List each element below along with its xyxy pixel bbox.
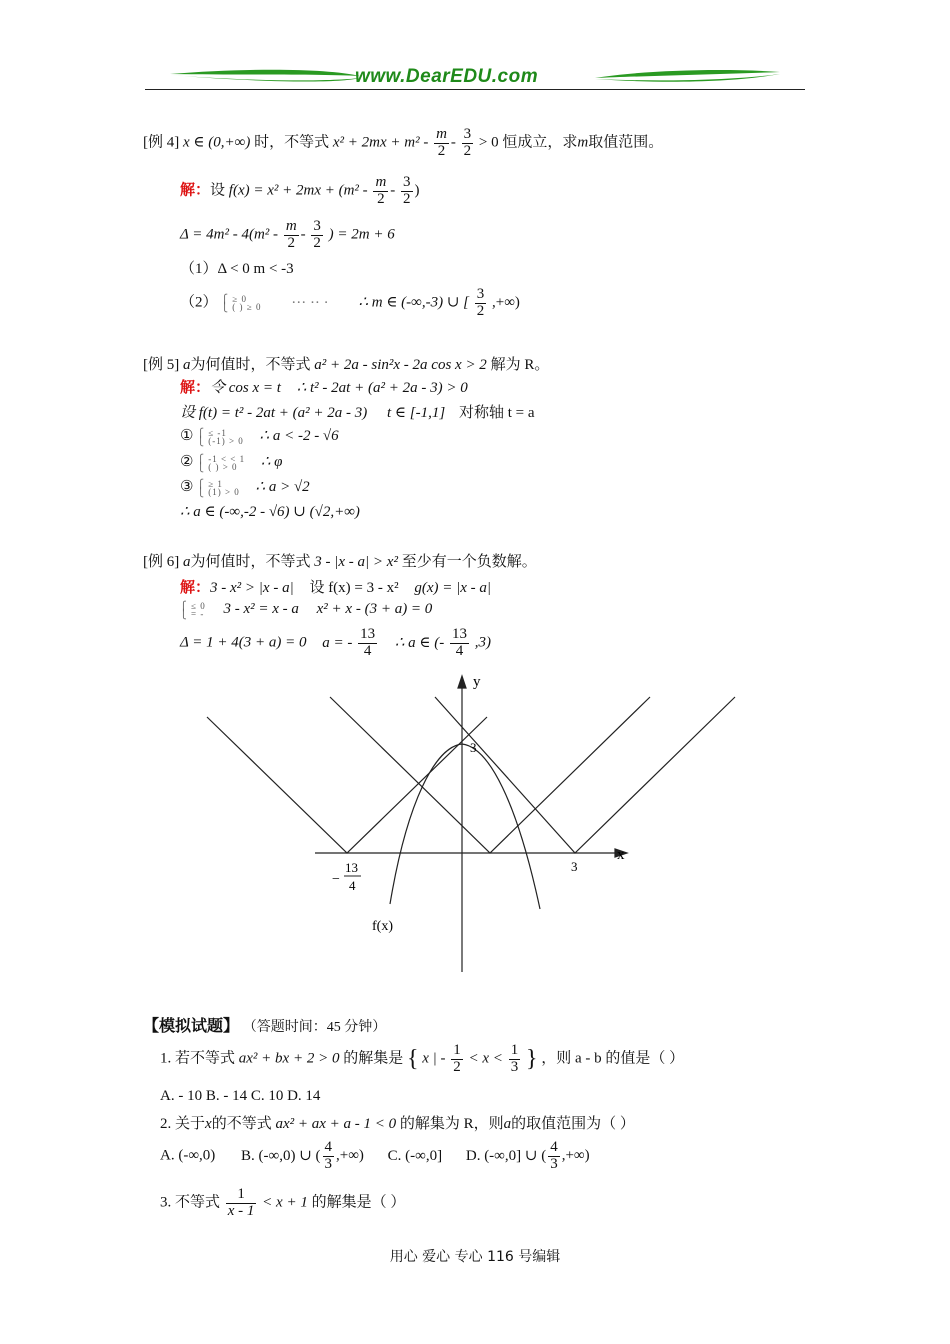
ex4-title: [例 4] x ∈ (0,+∞) 时，不等式 x² + 2mx + m² - $\frac{m}{2}$ - $\frac{3}{2}$ > 0 恒成立，求m取值范围。 bbox=[143, 126, 664, 159]
y-axis-label: y bbox=[473, 674, 481, 690]
v-curve-left bbox=[207, 717, 487, 853]
site-logo-text: www.DearEDU.com bbox=[355, 66, 539, 87]
v-curve-right bbox=[435, 697, 735, 853]
ex5-result: ∴ a ∈ (-∞,-2 - √6) ∪ (√2,+∞) bbox=[180, 504, 360, 520]
ex6-title: [例 6] a为何值时，不等式 3 - |x - a| > x² 至少有一个负数解。 bbox=[143, 554, 537, 570]
q2-line: 2. 关于x的不等式 ax² + ax + a - 1 < 0 的解集为 R，则a的取值范围为（ ） bbox=[160, 1116, 635, 1132]
x-tick-neg-sign: − bbox=[332, 872, 340, 887]
practice-heading: 【模拟试题】 （答题时间：45 分钟） bbox=[143, 1018, 387, 1035]
v-curve-middle bbox=[330, 697, 650, 853]
q1-options: A. - 10 B. - 14 C. 10 D. 14 bbox=[160, 1088, 321, 1104]
ex5-title: [例 5] a为何值时，不等式 a² + 2a - sin²x - 2a cos x > 2 解为 R。 bbox=[143, 357, 550, 373]
ex5-line1: 解：令 cos x = t ∴ t² - 2at + (a² + 2a - 3) > 0 bbox=[180, 380, 468, 396]
ex4-case2: （2） ⎧ ≥ 0 ⎩ ( ) ≥ 0 ··· ·· · ∴ m ∈ (-∞,-3) ∪ [ $\frac{3}{2}$ ,+∞) bbox=[180, 286, 520, 319]
ex6-line2: ⎧ ≤ 0 ⎩ = - 3 - x² = x - a x² + x - (3 + a) = 0 bbox=[180, 600, 433, 619]
parabola-label: f(x) bbox=[372, 919, 393, 934]
ex5-line2: 设 f(t) = t² - 2at + (a² + 2a - 3) t ∈ [-1,1] 对称轴 t = a bbox=[180, 405, 535, 421]
y-tick-3: 3 bbox=[470, 740, 477, 755]
ex6-line1: 解：3 - x² > |x - a| 设 f(x) = 3 - x² g(x) = |x - a| bbox=[180, 580, 492, 596]
header-rule bbox=[145, 89, 805, 90]
ex5-case3: ③ ⎧ ≥ 1 ⎩ (1) > 0 ∴ a > √2 bbox=[180, 478, 310, 497]
page-footer: 用心 爱心 专心 116 号编辑 bbox=[389, 1249, 561, 1265]
x-tick-3: 3 bbox=[571, 859, 578, 874]
ex5-case1: ① ⎧ ≤ -1 ⎩ (-1) > 0 ∴ a < -2 - √6 bbox=[180, 427, 339, 446]
x-tick-frac-num: 13 bbox=[345, 860, 358, 875]
blurred-system-icon: ⎧ ≥ 0 ⎩ ( ) ≥ 0 bbox=[221, 294, 262, 313]
x-tick-frac-den: 4 bbox=[349, 878, 356, 893]
ex4-delta: Δ = 4m² - 4(m² - $\frac{m}{2}$ - $\frac{3}{2}$ ) = 2m + 6 bbox=[180, 218, 395, 251]
ex5-case2: ② ⎧ -1 < < 1 ⎩ ( ) > 0 ∴ φ bbox=[180, 453, 283, 472]
ex4-solution-line: 解：设 f(x) = x² + 2mx + (m² - $\frac{m}{2}$ - $\frac{3}{2}$ ) bbox=[180, 174, 420, 207]
ex6-line3: Δ = 1 + 4(3 + a) = 0 a = - $\frac{13}{4}$ ∴ a ∈ (- $\frac{13}{4}$ ,3) bbox=[180, 626, 492, 659]
q1-line: 1. 若不等式 ax² + bx + 2 > 0 的解集是 { x | - $\frac{1}{2}$ < x < $\frac{1}{3}$ } ，则 a - b 的值是（ ） bbox=[160, 1042, 685, 1075]
y-axis-arrow-icon bbox=[458, 676, 466, 688]
function-graph bbox=[195, 672, 755, 977]
ex4-case1: （1）Δ < 0 m < -3 bbox=[180, 261, 294, 277]
x-axis-label: x bbox=[617, 847, 625, 863]
parabola-fx bbox=[390, 744, 540, 909]
q2-options: A. (-∞,0) B. (-∞,0) ∪ ( $\frac{4}{3}$ ,+∞) C. (-∞,0] D. (-∞,0] ∪ ( $\frac{4}{3}$ ,+∞) bbox=[160, 1139, 590, 1172]
q3-line: 3. 不等式 $\frac{1}{x - 1}$ < x + 1 的解集是（ ） bbox=[160, 1186, 406, 1219]
